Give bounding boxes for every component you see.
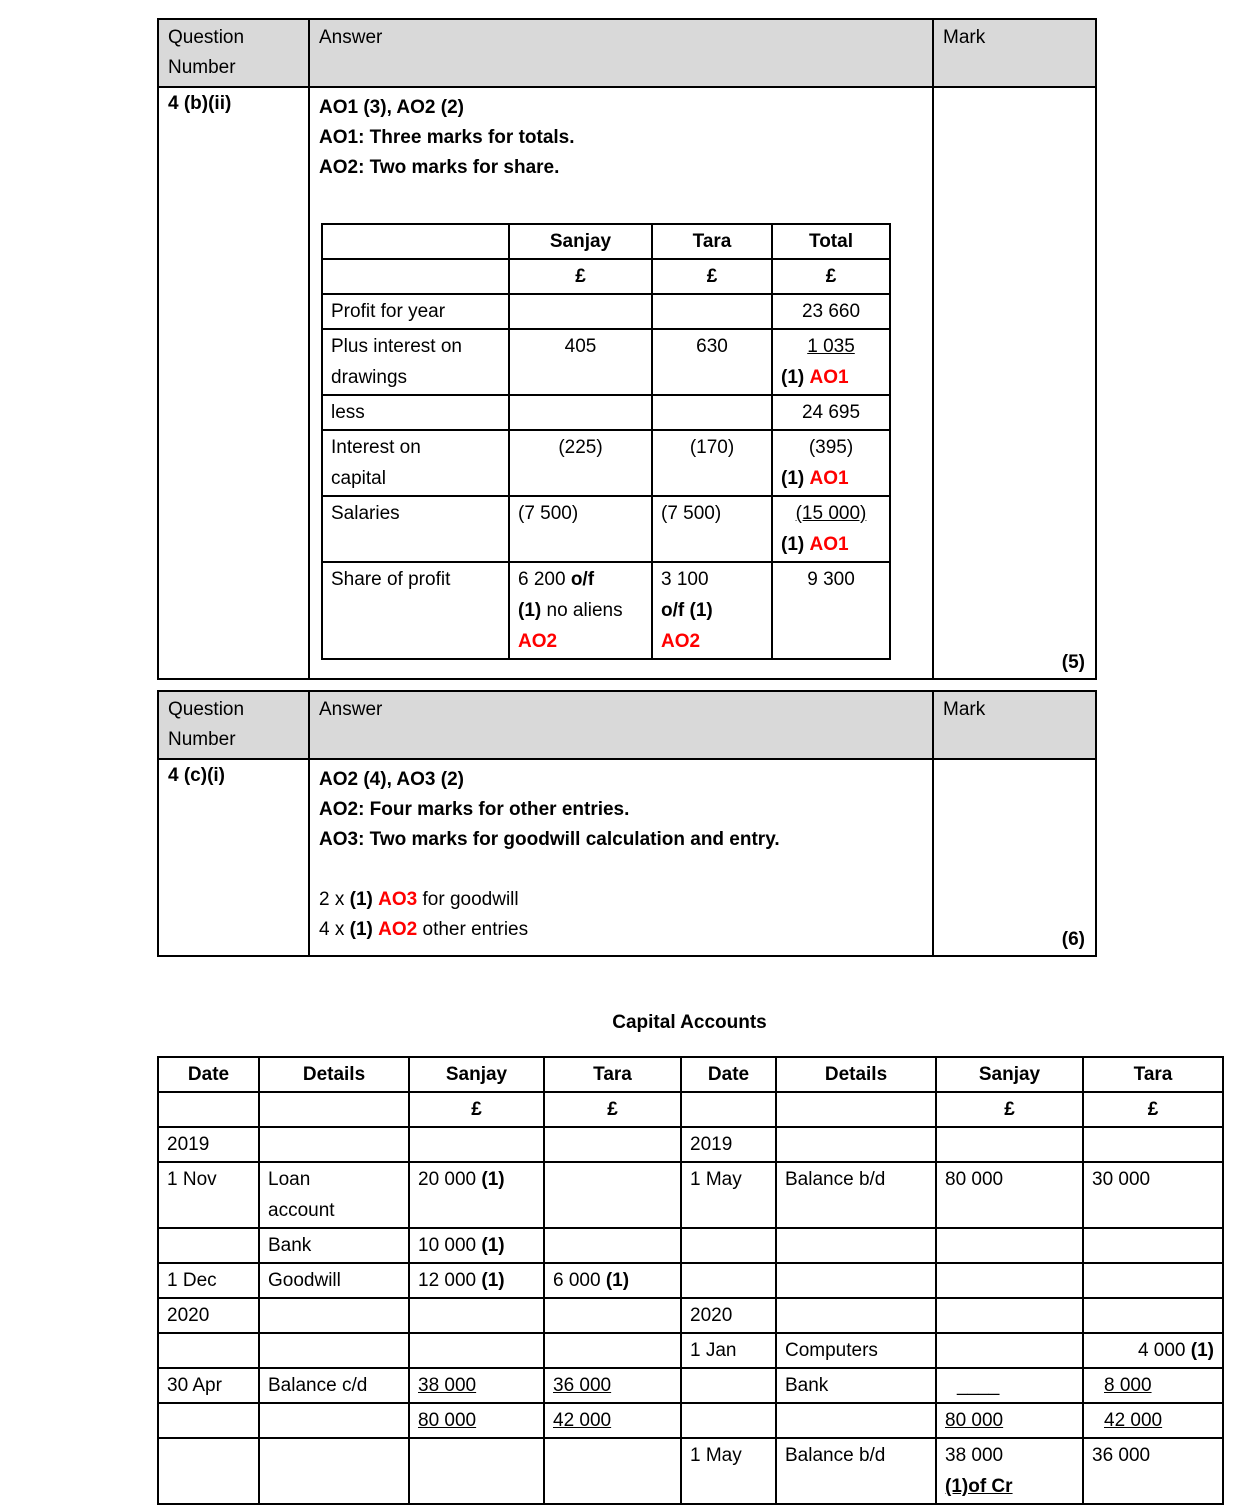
empty-cell bbox=[544, 1438, 681, 1504]
empty-cell bbox=[409, 1298, 544, 1333]
details-cell: Bank bbox=[259, 1228, 409, 1263]
empty-cell bbox=[158, 1092, 259, 1127]
table-row bbox=[158, 1162, 1223, 1228]
table-row bbox=[322, 496, 890, 562]
mark-point: (1) bbox=[781, 534, 805, 555]
date-cell: 1 Nov bbox=[158, 1162, 259, 1228]
mark-point: (1) bbox=[349, 889, 373, 910]
table-header-row bbox=[158, 691, 1096, 759]
answer-cell bbox=[309, 759, 933, 956]
ao-tag: AO1 bbox=[809, 468, 849, 489]
blank-line bbox=[319, 855, 923, 885]
details-cell: Computers bbox=[776, 1333, 936, 1368]
ao-tag: AO3 bbox=[378, 889, 418, 910]
empty-cell bbox=[936, 1228, 1083, 1263]
mark-value: (6) bbox=[933, 759, 1096, 956]
empty-cell bbox=[259, 1127, 409, 1162]
empty-cell bbox=[1083, 1298, 1223, 1333]
year-right: 2019 bbox=[681, 1127, 776, 1162]
total-amount: 42 000 bbox=[1104, 1410, 1163, 1431]
mark-point: (1)of Cr bbox=[945, 1476, 1013, 1497]
empty-cell bbox=[776, 1403, 936, 1438]
year-left: 2019 bbox=[158, 1127, 259, 1162]
tara-value: (170) bbox=[652, 430, 772, 496]
currency-symbol: £ bbox=[1083, 1092, 1223, 1127]
year-row bbox=[158, 1298, 1223, 1333]
ao-tag: AO2 bbox=[661, 631, 701, 652]
description: other entries bbox=[422, 919, 529, 940]
currency-symbol: £ bbox=[544, 1092, 681, 1127]
empty-cell bbox=[322, 224, 509, 259]
col-header-details-right: Details bbox=[776, 1057, 936, 1092]
amount-cell bbox=[544, 1368, 681, 1403]
answer-column-header: Answer bbox=[309, 19, 933, 87]
mark-point: (1) bbox=[481, 1169, 505, 1190]
total-cell bbox=[409, 1403, 544, 1438]
empty-cell bbox=[1083, 1263, 1223, 1298]
empty-cell bbox=[259, 1403, 409, 1438]
mark-scheme-table-4bii bbox=[157, 18, 1097, 680]
mark-point: (1) bbox=[781, 468, 805, 489]
total-cell bbox=[1083, 1403, 1223, 1438]
ao2-description: AO2: Four marks for other entries. bbox=[319, 799, 630, 820]
year-left: 2020 bbox=[158, 1298, 259, 1333]
table-row bbox=[322, 294, 890, 329]
mark-point: (1) bbox=[518, 600, 542, 621]
empty-cell bbox=[259, 1298, 409, 1333]
total-value: (15 000) bbox=[795, 503, 867, 524]
date-cell: 30 Apr bbox=[158, 1368, 259, 1403]
col-header-date-left: Date bbox=[158, 1057, 259, 1092]
empty-cell bbox=[776, 1298, 936, 1333]
ao-tag: AO2 bbox=[378, 919, 418, 940]
empty-cell bbox=[544, 1127, 681, 1162]
total-cell bbox=[772, 430, 890, 496]
empty-cell bbox=[681, 1403, 776, 1438]
tara-value: (7 500) bbox=[652, 496, 772, 562]
amount-cell bbox=[409, 1263, 544, 1298]
ao-tag: AO2 bbox=[518, 631, 558, 652]
currency-symbol: £ bbox=[652, 259, 772, 294]
answer-column-header: Answer bbox=[309, 691, 933, 759]
empty-cell bbox=[776, 1228, 936, 1263]
empty-cell bbox=[544, 1162, 681, 1228]
description: for goodwill bbox=[422, 889, 519, 910]
empty-cell bbox=[936, 1298, 1083, 1333]
ao-breakdown: AO1 (3), AO2 (2) bbox=[319, 97, 464, 118]
row-label: less bbox=[322, 395, 509, 430]
own-figure-tag: o/f bbox=[570, 569, 595, 590]
amount-cell bbox=[936, 1438, 1083, 1504]
ao3-description: AO3: Two marks for goodwill calculation and entry. bbox=[319, 829, 780, 850]
empty-cell bbox=[322, 259, 509, 294]
date-cell: 1 May bbox=[681, 1162, 776, 1228]
answer-row bbox=[158, 759, 1096, 956]
tara-value: 3 100 bbox=[661, 569, 709, 590]
ao2-description: AO2: Two marks for share. bbox=[319, 157, 560, 178]
total-value: 23 660 bbox=[772, 294, 890, 329]
table-row bbox=[322, 395, 890, 430]
other-entries-marks-line bbox=[319, 915, 923, 945]
empty-cell bbox=[259, 1333, 409, 1368]
col-header-tara-left: Tara bbox=[544, 1057, 681, 1092]
total-amount: 80 000 bbox=[945, 1410, 1004, 1431]
mark-point: (1) bbox=[481, 1270, 505, 1291]
empty-cell bbox=[681, 1368, 776, 1403]
empty-cell bbox=[681, 1092, 776, 1127]
details-cell: Bank bbox=[776, 1368, 936, 1403]
mark-column-header: Mark bbox=[933, 691, 1096, 759]
empty-cell bbox=[776, 1263, 936, 1298]
amount-cell: 30 000 bbox=[1083, 1162, 1223, 1228]
empty-cell bbox=[936, 1127, 1083, 1162]
empty-cell bbox=[509, 294, 652, 329]
details-cell: Balance b/d bbox=[776, 1438, 936, 1504]
question-number-column-header: Question Number bbox=[158, 691, 309, 759]
details-cell: Balance b/d bbox=[776, 1162, 936, 1228]
amount: 10 000 bbox=[418, 1235, 477, 1256]
ao-tag: AO1 bbox=[809, 534, 849, 555]
empty-cell bbox=[1083, 1127, 1223, 1162]
col-header-tara-right: Tara bbox=[1083, 1057, 1223, 1092]
mark-point: (1) bbox=[605, 1270, 630, 1291]
table-row bbox=[322, 259, 890, 294]
currency-symbol: £ bbox=[509, 259, 652, 294]
empty-cell bbox=[936, 1333, 1083, 1368]
col-header-sanjay-left: Sanjay bbox=[409, 1057, 544, 1092]
sanjay-value: (225) bbox=[509, 430, 652, 496]
table-header-row bbox=[158, 1057, 1223, 1092]
empty-cell bbox=[652, 395, 772, 430]
mark-point: (1) bbox=[349, 919, 373, 940]
row-label: Salaries bbox=[322, 496, 509, 562]
empty-cell bbox=[544, 1228, 681, 1263]
capital-accounts-title: Capital Accounts bbox=[612, 1012, 767, 1033]
total-cell bbox=[544, 1403, 681, 1438]
ao-breakdown: AO2 (4), AO3 (2) bbox=[319, 769, 464, 790]
table-row bbox=[322, 224, 890, 259]
goodwill-marks-line bbox=[319, 885, 923, 915]
amount: 36 000 bbox=[553, 1375, 612, 1396]
empty-cell bbox=[158, 1333, 259, 1368]
mark-column-header: Mark bbox=[933, 19, 1096, 87]
table-row bbox=[158, 1263, 1223, 1298]
currency-symbol: £ bbox=[409, 1092, 544, 1127]
total-value: 24 695 bbox=[772, 395, 890, 430]
mark-point: (1) bbox=[781, 367, 805, 388]
total-value: 9 300 bbox=[772, 562, 890, 659]
currency-symbol: £ bbox=[936, 1092, 1083, 1127]
sanjay-value: 405 bbox=[509, 329, 652, 395]
mark-value: (5) bbox=[933, 87, 1096, 679]
amount-cell bbox=[1083, 1333, 1223, 1368]
details-cell: Balance c/d bbox=[259, 1368, 409, 1403]
total-cell bbox=[772, 496, 890, 562]
answer-cell bbox=[309, 87, 933, 679]
empty-cell bbox=[681, 1263, 776, 1298]
question-number: 4 (c)(i) bbox=[158, 759, 309, 956]
date-cell: 1 May bbox=[681, 1438, 776, 1504]
row-label: Share of profit bbox=[322, 562, 509, 659]
currency-symbol: £ bbox=[772, 259, 890, 294]
table-row bbox=[322, 329, 890, 395]
capital-accounts-table bbox=[157, 1056, 1224, 1505]
empty-cell bbox=[158, 1228, 259, 1263]
mark-point: (1) bbox=[481, 1235, 505, 1256]
year-row bbox=[158, 1127, 1223, 1162]
question-number-column-header: Question Number bbox=[158, 19, 309, 87]
answer-row bbox=[158, 87, 1096, 679]
amount: 38 000 bbox=[945, 1445, 1004, 1466]
row-label: Plus interest on drawings bbox=[322, 329, 509, 395]
amount-cell: 80 000 bbox=[936, 1162, 1083, 1228]
totals-row bbox=[158, 1403, 1223, 1438]
empty-cell bbox=[652, 294, 772, 329]
empty-cell bbox=[681, 1228, 776, 1263]
mark-point: (1) bbox=[1190, 1340, 1214, 1361]
amount-cell bbox=[409, 1228, 544, 1263]
amount: 12 000 bbox=[418, 1270, 477, 1291]
col-header-sanjay: Sanjay bbox=[509, 224, 652, 259]
year-right: 2020 bbox=[681, 1298, 776, 1333]
total-amount: 42 000 bbox=[553, 1410, 612, 1431]
ao-tag: AO1 bbox=[809, 367, 849, 388]
details-text: Loan account bbox=[268, 1169, 335, 1221]
sanjay-share-cell bbox=[509, 562, 652, 659]
amount-cell bbox=[544, 1263, 681, 1298]
question-number: 4 (b)(ii) bbox=[158, 87, 309, 679]
blank-amount-cell: ____ bbox=[936, 1368, 1083, 1403]
empty-cell bbox=[776, 1092, 936, 1127]
total-value: (395) bbox=[808, 437, 854, 458]
empty-cell bbox=[776, 1127, 936, 1162]
multiplier: 2 x bbox=[319, 889, 345, 910]
empty-cell bbox=[409, 1438, 544, 1504]
col-header-date-right: Date bbox=[681, 1057, 776, 1092]
profit-appropriation-table bbox=[321, 223, 891, 660]
col-header-sanjay-right: Sanjay bbox=[936, 1057, 1083, 1092]
sanjay-value: 6 200 bbox=[518, 569, 566, 590]
amount: 4 000 bbox=[1137, 1340, 1186, 1361]
row-label: Profit for year bbox=[322, 294, 509, 329]
amount: 20 000 bbox=[418, 1169, 477, 1190]
row-label bbox=[322, 430, 509, 496]
empty-cell bbox=[936, 1263, 1083, 1298]
empty-cell bbox=[409, 1127, 544, 1162]
currency-row bbox=[158, 1092, 1223, 1127]
total-cell bbox=[772, 329, 890, 395]
tara-share-cell bbox=[652, 562, 772, 659]
details-cell bbox=[259, 1162, 409, 1228]
table-row bbox=[158, 1438, 1223, 1504]
amount: 6 000 bbox=[553, 1270, 601, 1291]
tara-value: 630 bbox=[652, 329, 772, 395]
amount: 38 000 bbox=[418, 1375, 477, 1396]
total-cell bbox=[936, 1403, 1083, 1438]
sanjay-value: (7 500) bbox=[509, 496, 652, 562]
table-row bbox=[322, 562, 890, 659]
empty-cell bbox=[509, 395, 652, 430]
marker-note: no aliens bbox=[546, 600, 623, 621]
table-header-row bbox=[158, 19, 1096, 87]
date-cell: 1 Jan bbox=[681, 1333, 776, 1368]
table-row bbox=[158, 1368, 1223, 1403]
own-figure-mark: o/f (1) bbox=[661, 600, 713, 621]
col-header-total: Total bbox=[772, 224, 890, 259]
empty-cell bbox=[158, 1403, 259, 1438]
amount-cell bbox=[409, 1162, 544, 1228]
empty-cell bbox=[544, 1298, 681, 1333]
amount: 8 000 bbox=[1104, 1375, 1152, 1396]
table-row bbox=[158, 1228, 1223, 1263]
table-row bbox=[158, 1333, 1223, 1368]
empty-cell bbox=[259, 1438, 409, 1504]
empty-cell bbox=[259, 1092, 409, 1127]
col-header-details-left: Details bbox=[259, 1057, 409, 1092]
empty-cell bbox=[544, 1333, 681, 1368]
row-label-text: Interest on capital bbox=[331, 437, 421, 489]
table-row bbox=[322, 430, 890, 496]
col-header-tara: Tara bbox=[652, 224, 772, 259]
empty-cell bbox=[1083, 1228, 1223, 1263]
mark-scheme-table-4ci bbox=[157, 690, 1097, 957]
total-value: 1 035 bbox=[807, 336, 855, 357]
amount-cell bbox=[409, 1368, 544, 1403]
details-cell: Goodwill bbox=[259, 1263, 409, 1298]
total-amount: 80 000 bbox=[418, 1410, 477, 1431]
amount-cell: 36 000 bbox=[1083, 1438, 1223, 1504]
ao1-description: AO1: Three marks for totals. bbox=[319, 127, 575, 148]
multiplier: 4 x bbox=[319, 919, 345, 940]
empty-cell bbox=[409, 1333, 544, 1368]
date-cell: 1 Dec bbox=[158, 1263, 259, 1298]
empty-cell bbox=[158, 1438, 259, 1504]
amount-cell bbox=[1083, 1368, 1223, 1403]
